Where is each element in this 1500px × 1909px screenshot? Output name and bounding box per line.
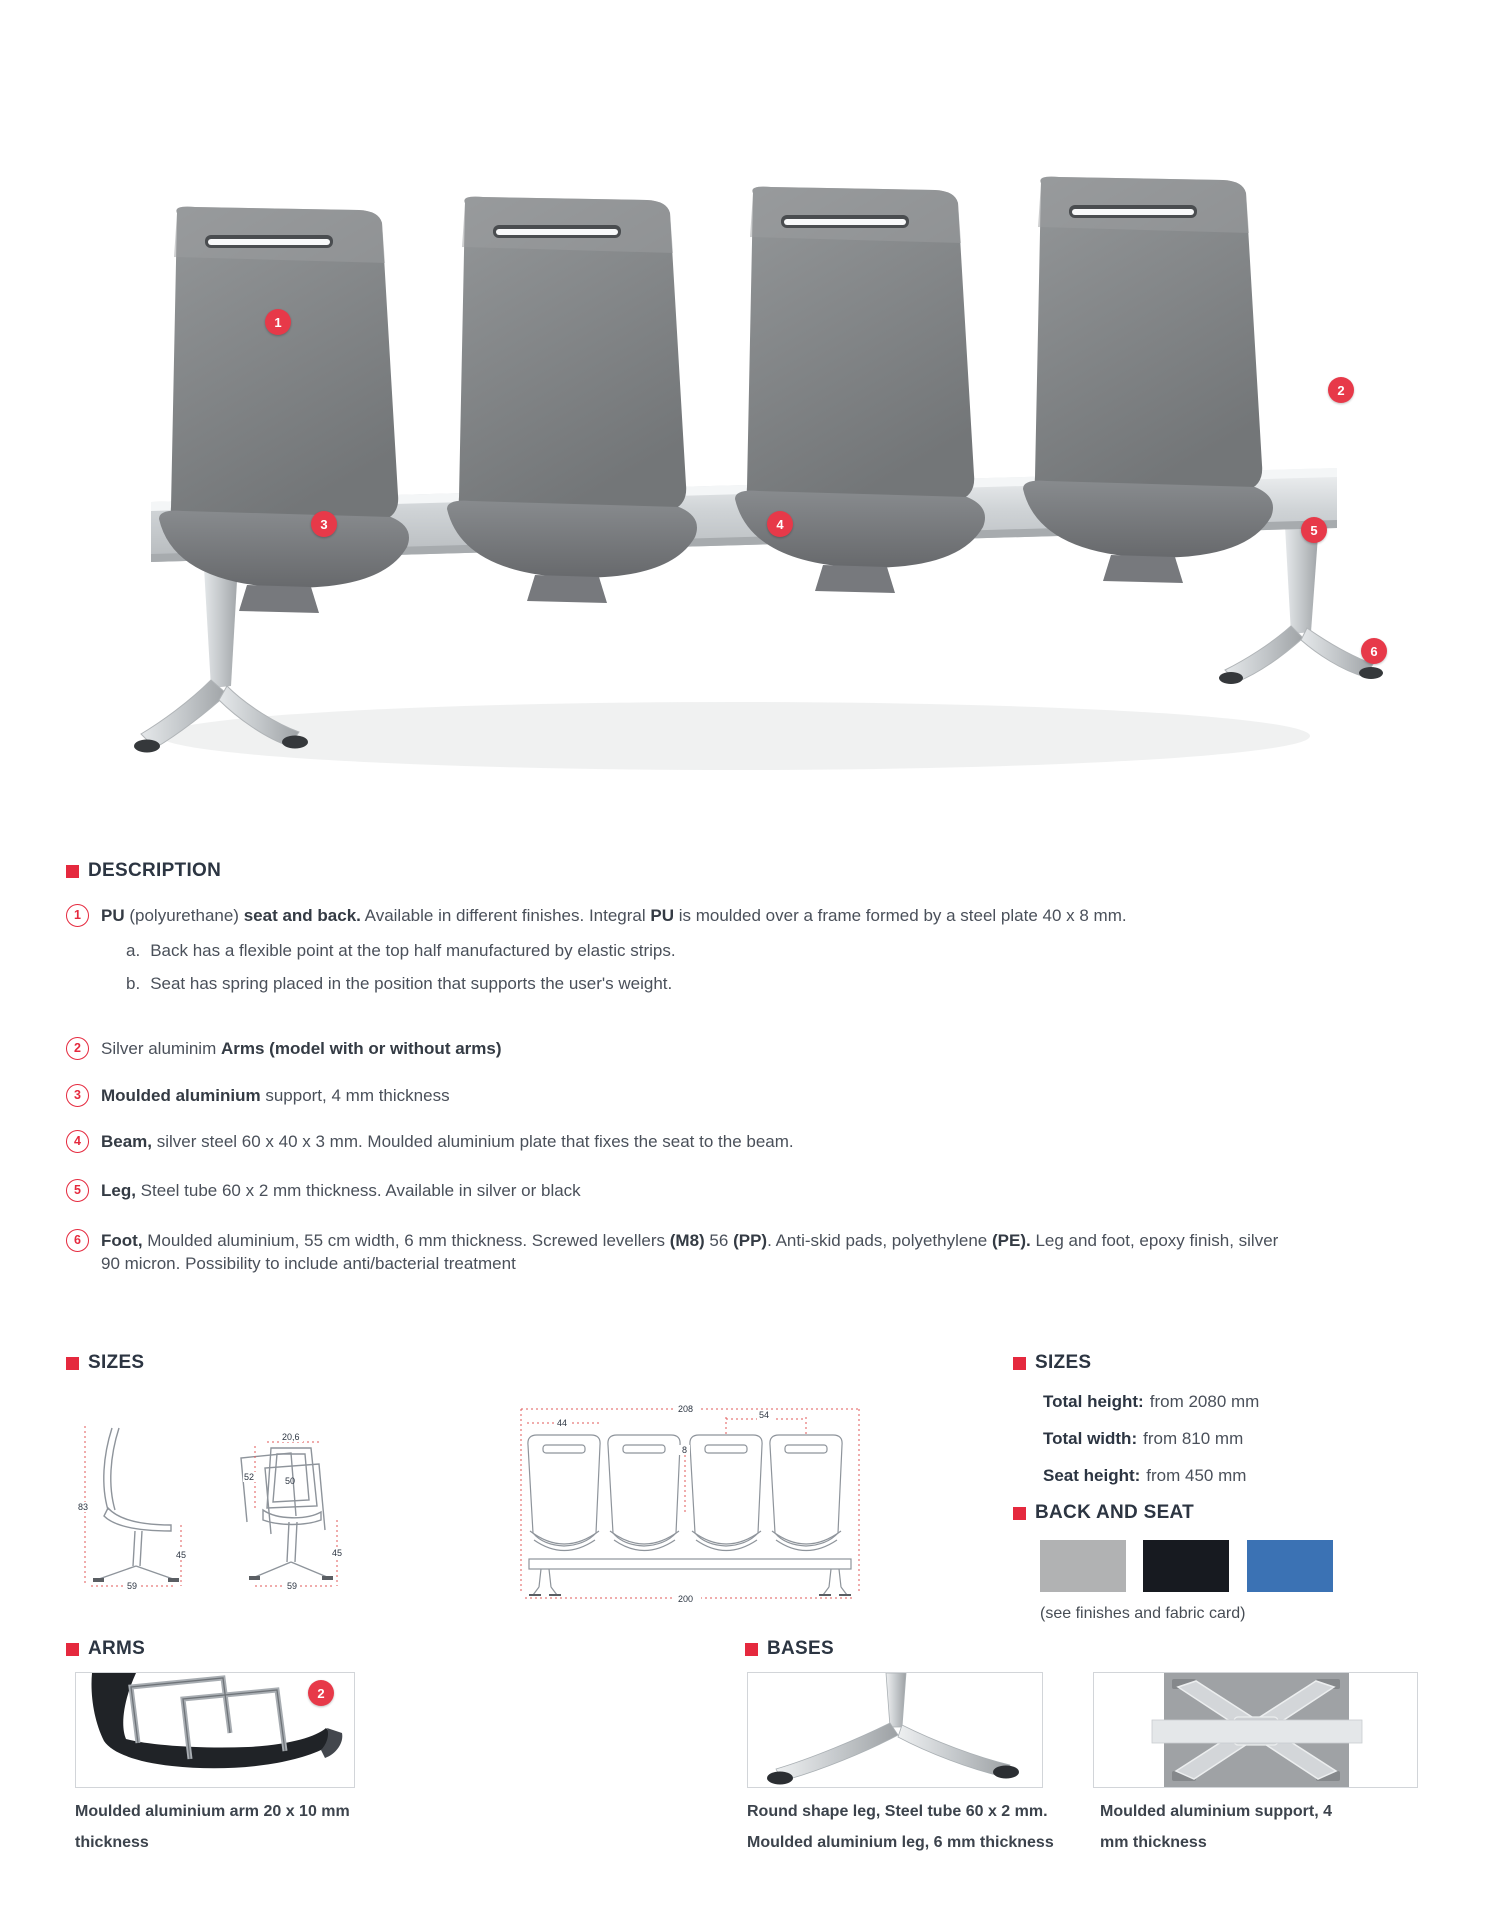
description-item-text: Beam, silver steel 60 x 40 x 3 mm. Moulded aluminium plate that fixes the seat to the beam. — [101, 1131, 794, 1151]
item-number-icon: 4 — [66, 1130, 89, 1153]
dim-front-back-width: 50 — [285, 1476, 296, 1486]
leveller-pad — [767, 1772, 793, 1785]
leg-column — [886, 1673, 906, 1727]
description-item-text: Silver aluminim Arms (model with or without arms) — [101, 1038, 502, 1058]
dim-bench-seat-width: 44 — [557, 1418, 568, 1428]
dim-front-back-top-width: 20,6 — [282, 1432, 300, 1442]
bench-illustration — [85, 130, 1415, 780]
description-item-text: Moulded aluminium support, 4 mm thickness — [101, 1085, 450, 1105]
size-row-total-height: Total height: from 2080 mm — [1043, 1392, 1260, 1411]
section-title-sizes-right: SIZES — [1013, 1352, 1091, 1374]
item-number-icon: 5 — [66, 1179, 89, 1202]
description-list — [66, 905, 1456, 1276]
description-item-2 — [66, 1038, 1456, 1061]
beam-bar — [1152, 1720, 1362, 1743]
right-foot-pad — [1219, 672, 1243, 684]
item-number-icon: 1 — [66, 904, 89, 927]
callout-badge-1: 1 — [265, 309, 291, 335]
dim-front-arm-height: 52 — [244, 1472, 255, 1482]
dim-front-base-width: 59 — [287, 1581, 298, 1591]
callout-badge-5: 5 — [1301, 517, 1327, 543]
size-row-total-width: Total width: from 810 mm — [1043, 1429, 1244, 1448]
finishes-note: (see finishes and fabric card) — [1040, 1605, 1246, 1622]
right-leg — [1219, 522, 1383, 684]
drawing-front-single-chair — [241, 1432, 344, 1591]
color-swatch-grey — [1040, 1540, 1126, 1592]
description-subitem-b: b. Seat has spring placed in the position that supports the user's weight. — [126, 973, 673, 993]
dim-side-total-height: 83 — [78, 1502, 89, 1512]
sizes-values — [1043, 1392, 1259, 1503]
description-item-3 — [66, 1085, 1456, 1108]
bases-caption-leg: Round shape leg, Steel tube 60 x 2 mm. Moulded aluminium leg, 6 mm thickness — [747, 1803, 1054, 1852]
red-square-bullet — [66, 1643, 79, 1656]
section-title-sizes-left: SIZES — [66, 1352, 144, 1374]
item-number-icon: 2 — [66, 1037, 89, 1060]
bases-caption-support: Moulded aluminium support, 4 mm thickness — [1100, 1803, 1332, 1852]
product-hero-image — [85, 130, 1415, 780]
color-swatch-blue — [1247, 1540, 1333, 1592]
dim-bench-total-width: 208 — [678, 1404, 694, 1414]
floor-shadow — [160, 702, 1310, 770]
item-number-icon: 6 — [66, 1229, 89, 1252]
drawing-bench-front — [495, 1393, 885, 1605]
dim-bench-pitch: 54 — [759, 1410, 770, 1420]
section-title-bases: BASES — [745, 1638, 834, 1660]
callout-badge-6: 6 — [1361, 638, 1387, 664]
callout-badge-arms-2: 2 — [308, 1680, 334, 1706]
description-item-text: Leg, Steel tube 60 x 2 mm thickness. Available in silver or black — [101, 1180, 581, 1200]
description-item-4 — [66, 1131, 1456, 1154]
dim-front-seat-height: 45 — [332, 1548, 343, 1558]
red-square-bullet — [66, 1357, 79, 1370]
drawing-side-views — [75, 1420, 365, 1596]
drawing-side-chair — [93, 1428, 179, 1582]
chair-silhouette — [92, 1673, 331, 1768]
red-square-bullet — [1013, 1507, 1026, 1520]
bench-seat-2 — [608, 1435, 680, 1551]
seat-1 — [159, 207, 409, 613]
red-square-bullet — [66, 865, 79, 878]
finish-swatches — [1040, 1540, 1346, 1597]
callout-badge-3: 3 — [311, 511, 337, 537]
bases-photo-support — [1093, 1672, 1418, 1788]
red-square-bullet — [1013, 1357, 1026, 1370]
callout-badge-4: 4 — [767, 511, 793, 537]
bench-seat-1 — [528, 1435, 600, 1551]
dim-side-base-width: 59 — [127, 1581, 138, 1591]
seat-2 — [447, 197, 697, 603]
section-title-arms: ARMS — [66, 1638, 145, 1660]
item-number-icon: 3 — [66, 1084, 89, 1107]
bases-photo-leg — [747, 1672, 1043, 1788]
size-row-seat-height: Seat height: from 450 mm — [1043, 1466, 1247, 1485]
dim-bench-gap: 8 — [682, 1445, 688, 1455]
description-item-5 — [66, 1180, 1456, 1203]
dim-bench-feet-span: 200 — [678, 1594, 694, 1604]
seat-4 — [1023, 177, 1273, 583]
bench-seat-4 — [770, 1435, 842, 1551]
callout-badge-2: 2 — [1328, 377, 1354, 403]
arms-caption: Moulded aluminium arm 20 x 10 mm thickness — [75, 1803, 350, 1852]
left-foot-pad — [134, 740, 160, 753]
section-title-back-and-seat: BACK AND SEAT — [1013, 1502, 1194, 1524]
description-item-1 — [66, 905, 1456, 928]
bench-seat-3 — [690, 1435, 762, 1551]
description-item-text: PU (polyurethane) seat and back. Available in different finishes. Integral PU is moulded over a frame formed by a steel plate 40 x 8 mm. — [101, 906, 1127, 925]
description-item-6 — [66, 1230, 1456, 1276]
red-square-bullet — [745, 1643, 758, 1656]
description-item-text: Foot, Moulded aluminium, 55 cm width, 6 mm thickness. Screwed levellers (M8) 56 (PP). Anti-skid pads, polyethylene (PE). Leg and foot, epoxy finish, silver 90 micron. Possibility to include anti/bacterial treatment — [101, 1230, 1279, 1273]
bench-beam-legs — [529, 1559, 851, 1595]
section-title-description: DESCRIPTION — [66, 860, 221, 882]
dim-side-seat-height: 45 — [176, 1550, 187, 1560]
color-swatch-black — [1143, 1540, 1229, 1592]
description-subitem-a: a. Back has a flexible point at the top half manufactured by elastic strips. — [126, 940, 676, 960]
